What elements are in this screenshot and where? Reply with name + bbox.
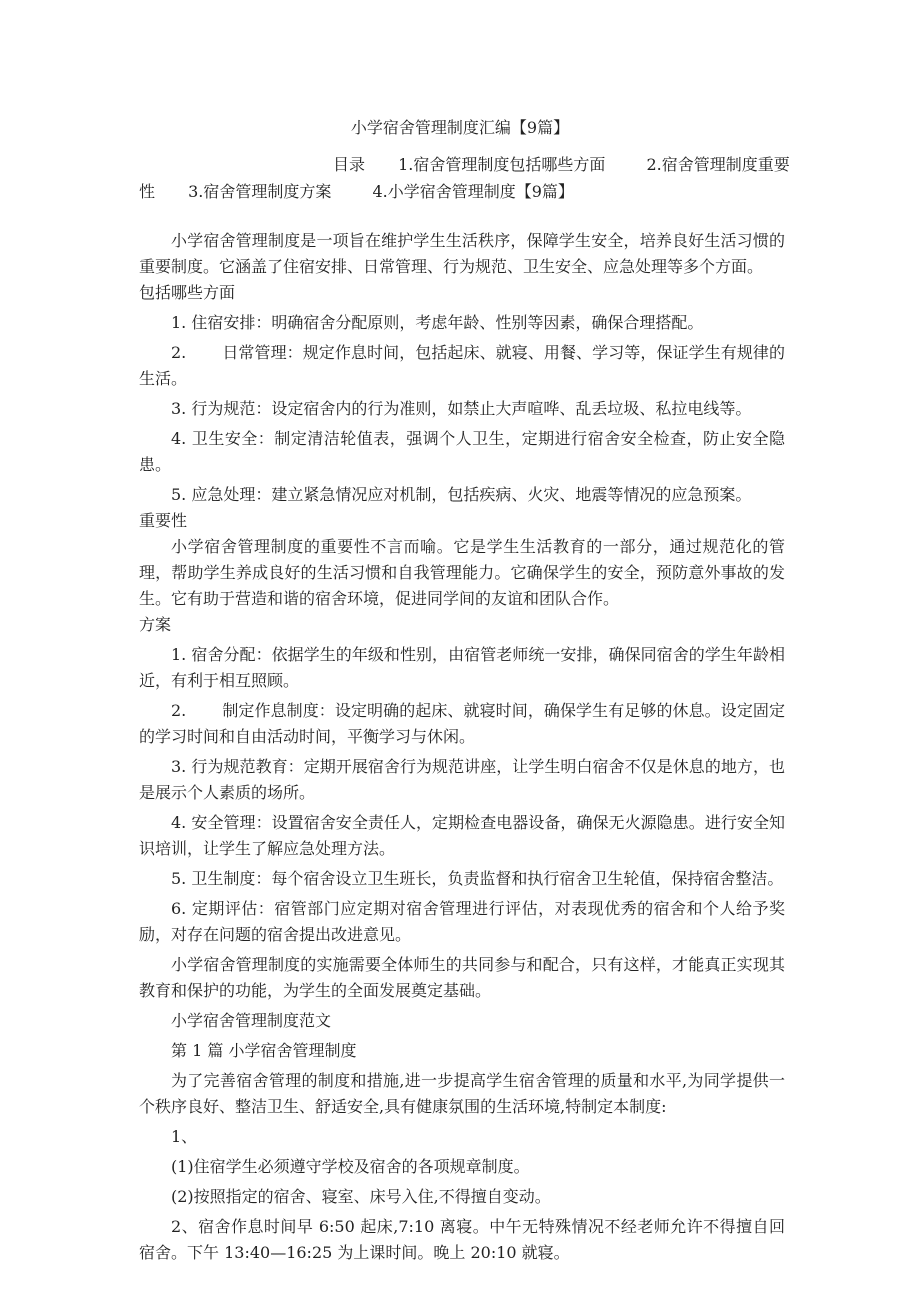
aspect-item-2-text: 日常管理：规定作息时间，包括起床、就寝、用餐、学习等，保证学生有规律的生活。 <box>139 343 785 388</box>
plan-item-6: 6. 定期评估：宿管部门应定期对宿舍管理进行评估，对表现优秀的宿舍和个人给予奖励，对存在问题的宿舍提出改进意见。 <box>139 899 785 944</box>
toc-item-2-part2[interactable]: 性 <box>139 182 156 201</box>
sample-heading: 小学宿舍管理制度范文 <box>171 1011 332 1030</box>
toc-item-4[interactable]: 4.小学宿舍管理制度【9篇】 <box>372 182 574 201</box>
section-heading-importance: 重要性 <box>139 511 188 530</box>
chapter-intro: 为了完善宿舍管理的制度和措施,进一步提高学生宿舍管理的质量和水平,为同学提供一个秩序良好、整洁卫生、舒适安全,具有健康氛围的生活环境,特制定本制度: <box>139 1071 785 1116</box>
toc-item-3[interactable]: 3.宿舍管理制度方案 <box>188 182 332 201</box>
toc-item-2-part1[interactable]: 2.宿舍管理制度重要 <box>646 155 790 174</box>
plan-item-3: 3. 行为规范教育：定期开展宿舍行为规范讲座，让学生明白宿舍不仅是休息的地方，也是展示个人素质的场所。 <box>139 757 785 802</box>
rule-item-1-2: (2)按照指定的宿舍、寝室、床号入住,不得擅自变动。 <box>171 1187 551 1206</box>
aspect-item-4: 4. 卫生安全：制定清洁轮值表，强调个人卫生，定期进行宿舍安全检查，防止安全隐患。 <box>139 429 785 474</box>
rule-item-1: 1、 <box>171 1127 198 1146</box>
section-heading-plan: 方案 <box>139 615 172 634</box>
intro-paragraph: 小学宿舍管理制度是一项旨在维护学生生活秩序，保障学生安全，培养良好生活习惯的重要制度。它涵盖了住宿安排、日常管理、行为规范、卫生安全、应急处理等多个方面。 <box>139 231 785 276</box>
plan-item-5: 5. 卫生制度：每个宿舍设立卫生班长，负责监督和执行宿舍卫生轮值，保持宿舍整洁。 <box>171 869 784 888</box>
importance-paragraph: 小学宿舍管理制度的重要性不言而喻。它是学生生活教育的一部分，通过规范化的管理，帮助学生养成良好的生活习惯和自我管理能力。它确保学生的安全，预防意外事故的发生。它有助于营造和谐的宿舍环境，促进同学间的友谊和团队合作。 <box>139 537 785 608</box>
rule-item-1-1: (1)住宿学生必须遵守学校及宿舍的各项规章制度。 <box>171 1157 530 1176</box>
plan-item-1: 1. 宿舍分配：依据学生的年级和性别，由宿管老师统一安排，确保同宿舍的学生年龄相近，有利于相互照顾。 <box>139 645 785 690</box>
toc-label: 目录 <box>333 155 366 174</box>
aspect-item-3: 3. 行为规范：设定宿舍内的行为准则，如禁止大声喧哗、乱丢垃圾、私拉电线等。 <box>171 399 752 418</box>
aspect-item-2-number: 2. <box>171 343 187 362</box>
aspect-item-5: 5. 应急处理：建立紧急情况应对机制，包括疾病、火灾、地震等情况的应急预案。 <box>171 485 752 504</box>
plan-conclusion: 小学宿舍管理制度的实施需要全体师生的共同参与和配合，只有这样，才能真正实现其教育和保护的功能，为学生的全面发展奠定基础。 <box>139 955 785 1000</box>
plan-item-2 <box>139 698 785 750</box>
table-of-contents <box>139 151 790 205</box>
plan-item-2-text: 制定作息制度：设定明确的起床、就寝时间，确保学生有足够的休息。设定固定的学习时间和自由活动时间，平衡学习与休闲。 <box>139 701 785 746</box>
plan-item-4: 4. 安全管理：设置宿舍安全责任人，定期检查电器设备，确保无火源隐患。进行安全知识培训，让学生了解应急处理方法。 <box>139 813 785 858</box>
chapter-title: 第 1 篇 小学宿舍管理制度 <box>171 1041 357 1060</box>
section-heading-aspects: 包括哪些方面 <box>139 283 236 302</box>
rule-item-2: 2、宿舍作息时间早 6:50 起床,7:10 离寝。中午无特殊情况不经老师允许不得擅自回宿舍。下午 13:40—16:25 为上课时间。晚上 20:10 就寝。 <box>139 1217 785 1262</box>
aspect-item-1: 1. 住宿安排：明确宿舍分配原则，考虑年龄、性别等因素，确保合理搭配。 <box>171 313 704 332</box>
document-title: 小学宿舍管理制度汇编【9篇】 <box>350 118 570 137</box>
toc-item-1[interactable]: 1.宿舍管理制度包括哪些方面 <box>398 155 606 174</box>
plan-item-2-number: 2. <box>171 701 187 720</box>
aspect-item-2 <box>139 340 785 392</box>
document-body <box>139 228 785 1266</box>
